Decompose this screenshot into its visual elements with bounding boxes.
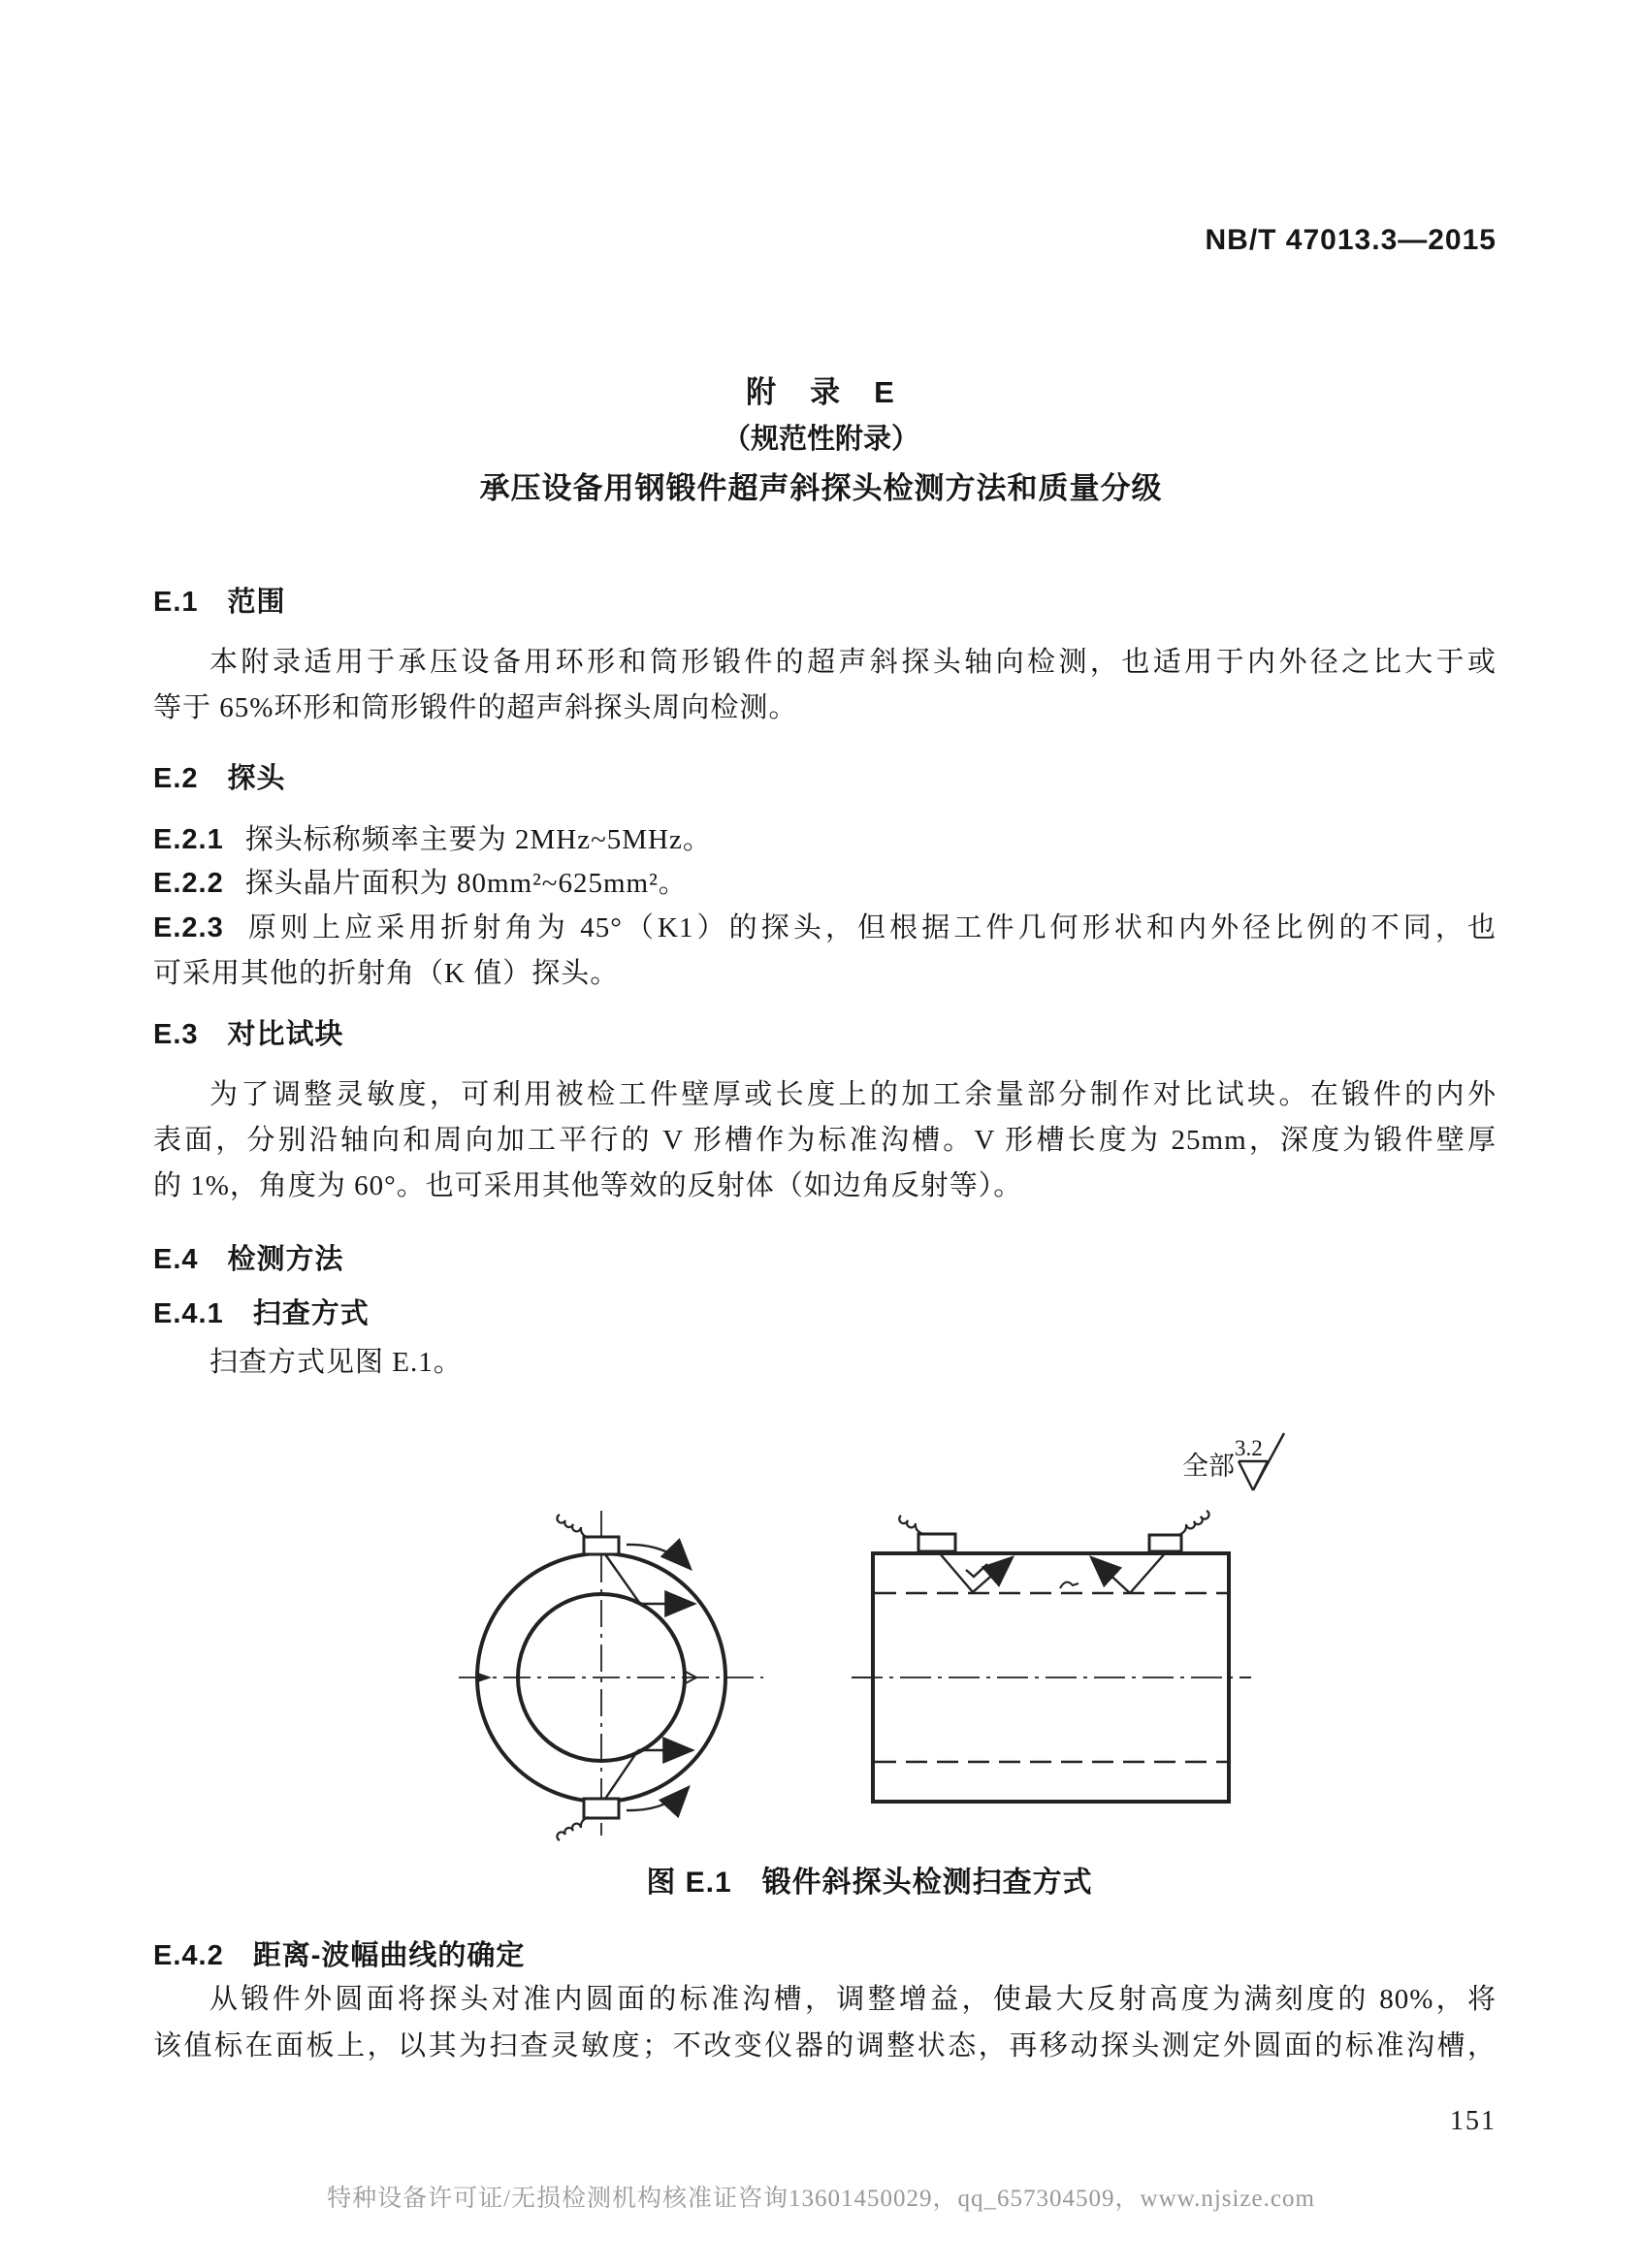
surface-roughness-symbol — [1182, 1433, 1284, 1490]
roughness-scope-label: 全部 — [1182, 1452, 1235, 1481]
paragraph-line: 的 1%，角度为 60°。也可采用其他等效的反射体（如边角反射等）。 — [153, 1170, 1023, 1201]
section-heading-e4-1: E.4.1 扫查方式 — [153, 1298, 370, 1329]
clause-text: 探头标称频率主要为 2MHz~5MHz。 — [244, 824, 712, 855]
section-heading-e4: E.4 检测方法 — [153, 1244, 344, 1275]
clause-e2-3 — [153, 906, 1497, 997]
clause-text: 探头晶片面积为 80mm²~625mm²。 — [244, 868, 688, 899]
appendix-name: 承压设备用钢锻件超声斜探头检测方法和质量分级 — [479, 471, 1163, 505]
probe-right — [1149, 1535, 1181, 1551]
page-number: 151 — [1450, 2106, 1497, 2136]
clause-number: E.2.2 — [153, 868, 224, 899]
clause-e2-1 — [153, 817, 1497, 863]
section-heading-e1: E.1 范围 — [153, 587, 286, 618]
probe-cable — [557, 1515, 589, 1538]
paragraph-line: 为了调整灵敏度，可利用被检工件壁厚或长度上的加工余量部分制作对比试块。在锻件的内外 — [209, 1079, 1497, 1110]
section-heading-e4-2: E.4.2 距离-波幅曲线的确定 — [153, 1940, 526, 1971]
clause-number: E.2.1 — [153, 824, 224, 855]
probe-cable — [899, 1516, 923, 1534]
clause-e2-2 — [153, 861, 1497, 907]
probe-top — [584, 1537, 619, 1554]
roughness-value: 3.2 — [1235, 1436, 1263, 1460]
radial-arrow-icon — [476, 1673, 492, 1683]
section-heading-e2: E.2 探头 — [153, 763, 286, 794]
cylinder-side-view — [852, 1511, 1251, 1802]
figure-caption: 图 E.1 锻件斜探头检测扫查方式 — [646, 1867, 1093, 1899]
paragraph-line: 该值标在面板上，以其为扫查灵敏度；不改变仪器的调整状态，再移动探头测定外圆面的标准沟槽， — [153, 2030, 1497, 2061]
clause-number: E.2.3 — [153, 912, 224, 943]
section-heading-e3: E.3 对比试块 — [153, 1019, 344, 1050]
ring-cross-section-view — [459, 1511, 763, 1840]
paragraph-line: 本附录适用于承压设备用环形和筒形锻件的超声斜探头轴向检测，也适用于内外径之比大于或 — [209, 647, 1497, 678]
probe-left — [918, 1534, 955, 1551]
probe-cable — [557, 1817, 589, 1840]
paragraph-line: 等于 65%环形和筒形锻件的超声斜探头周向检测。 — [153, 692, 798, 723]
section-e4-2-paragraph — [153, 1976, 1497, 2069]
paragraph-line: 从锻件外圆面将探头对准内圆面的标准沟槽，调整增益，使最大反射高度为满刻度的 80%，将 — [209, 1984, 1497, 2015]
figure-e1-drawing — [427, 1387, 1338, 1847]
standard-number-header: NB/T 47013.3—2015 — [1205, 224, 1497, 256]
appendix-title: 附 录 E — [746, 375, 896, 409]
paragraph-line: 可采用其他的折射角（K 值）探头。 — [153, 958, 620, 989]
section-e3-paragraph — [153, 1072, 1497, 1209]
paragraph-line — [153, 906, 1497, 951]
probe-bottom — [584, 1799, 619, 1818]
probe-cable — [1178, 1511, 1209, 1535]
watermark-text: 特种设备许可证/无损检测机构核准证咨询13601450029，qq_657304509，www.njsize.com — [327, 2186, 1315, 2212]
section-e1-paragraph — [153, 640, 1497, 731]
section-e4-1-paragraph: 扫查方式见图 E.1。 — [209, 1347, 463, 1378]
appendix-type: （规范性附录） — [722, 424, 919, 455]
paragraph-line: 表面，分别沿轴向和周向加工平行的 V 形槽作为标准沟槽。V 形槽长度为 25mm，深度为锻件壁厚 — [153, 1125, 1497, 1156]
clause-text: 原则上应采用折射角为 45°（K1）的探头，但根据工件几何形状和内外径比例的不同，也 — [244, 912, 1497, 943]
